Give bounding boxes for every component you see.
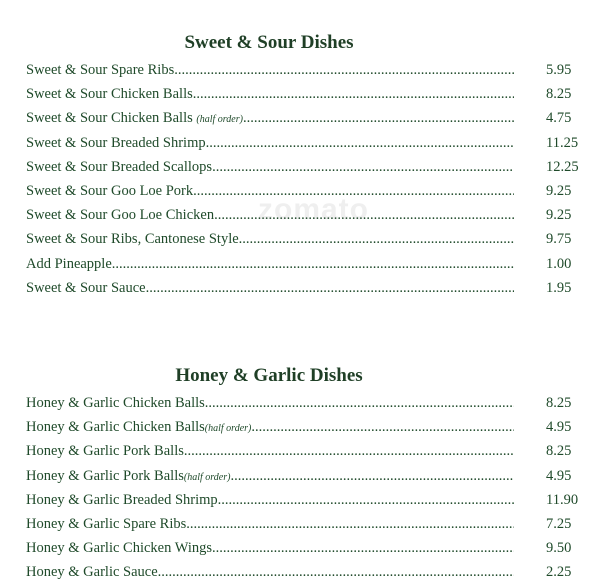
menu-item [26,514,586,538]
menu-item [26,417,586,441]
menu-item [26,157,586,181]
item-name: Honey & Garlic Chicken Balls [26,419,205,436]
item-name-wrap [26,60,514,82]
menu-item [26,393,586,417]
menu-list [26,60,586,302]
menu-item [26,181,586,205]
item-name-wrap [26,108,514,130]
item-price: 8.25 [546,86,572,103]
item-price: 4.95 [546,467,572,484]
item-name: Sweet & Sour Breaded Scallops [26,158,213,175]
item-name: Honey & Garlic Chicken Wings [26,540,213,557]
item-name-wrap [26,133,514,155]
item-name: Sweet & Sour Ribs, Cantonese Style [26,231,239,248]
menu-item [26,254,586,278]
menu-item [26,441,586,465]
section-title: Sweet & Sour Dishes [184,32,354,53]
item-price: 8.25 [546,443,572,460]
item-name: Sweet & Sour Chicken Balls [26,110,197,127]
item-name-wrap [26,84,514,106]
watermark-logo: zomato [258,193,369,226]
item-name-wrap [26,514,514,536]
item-price: 11.90 [546,491,579,508]
menu-item [26,562,586,586]
item-note: (half order) [204,423,252,435]
item-name-wrap [26,538,514,560]
honey-garlic-section [0,365,602,581]
item-name: Sweet & Sour Breaded Shrimp [26,134,206,151]
item-note: (half order) [183,471,231,483]
item-name-wrap [26,229,514,251]
menu-item [26,108,586,132]
item-price: 4.95 [546,419,572,436]
section-title: Honey & Garlic Dishes [175,365,363,386]
menu-item [26,133,586,157]
item-price: 8.25 [546,395,572,411]
item-name: Sweet & Sour Spare Ribs [26,62,175,78]
menu-item [26,60,586,84]
menu-item [26,229,586,253]
menu-item [26,538,586,562]
menu-item [26,466,586,490]
item-name: Honey & Garlic Pork Balls [26,467,184,484]
item-price: 9.25 [546,207,572,224]
item-price: 7.25 [546,515,572,532]
item-note: (half order) [196,114,243,126]
item-name: Sweet & Sour Goo Loe Pork [26,182,194,199]
item-name-wrap [26,278,514,300]
item-name: Honey & Garlic Chicken Balls [26,395,205,411]
menu-item [26,278,586,302]
item-price: 12.25 [546,158,579,175]
item-name-wrap [26,393,514,415]
item-name: Honey & Garlic Breaded Shrimp [26,491,218,508]
menu-item [26,205,586,229]
item-name-wrap [26,490,514,512]
item-name-wrap [26,254,514,276]
menu-list [26,393,586,587]
item-name: Sweet & Sour Sauce [26,279,146,296]
item-name: Honey & Garlic Pork Balls [26,443,184,460]
item-price: 11.25 [546,134,579,151]
item-name: Sweet & Sour Chicken Balls [26,86,193,103]
item-price: 2.25 [546,564,572,581]
item-name-wrap [26,562,514,584]
item-price: 4.75 [546,110,572,127]
item-name-wrap [26,466,514,488]
item-price: 9.50 [546,540,572,557]
item-name: Add Pineapple [26,255,112,272]
menu-item [26,490,586,514]
item-name: Sweet & Sour Goo Loe Chicken [26,207,215,224]
item-price: 1.00 [546,255,572,272]
item-price: 9.25 [546,182,572,199]
item-name-wrap [26,441,514,463]
item-price: 5.95 [546,62,572,78]
item-price: 9.75 [546,231,572,248]
item-name-wrap [26,157,514,179]
item-name: Honey & Garlic Spare Ribs [26,515,187,532]
item-name-wrap [26,205,514,227]
item-price: 1.95 [546,279,572,296]
menu-item [26,84,586,108]
item-name-wrap [26,181,514,203]
item-name-wrap [26,417,514,439]
item-name: Honey & Garlic Sauce [26,564,158,581]
